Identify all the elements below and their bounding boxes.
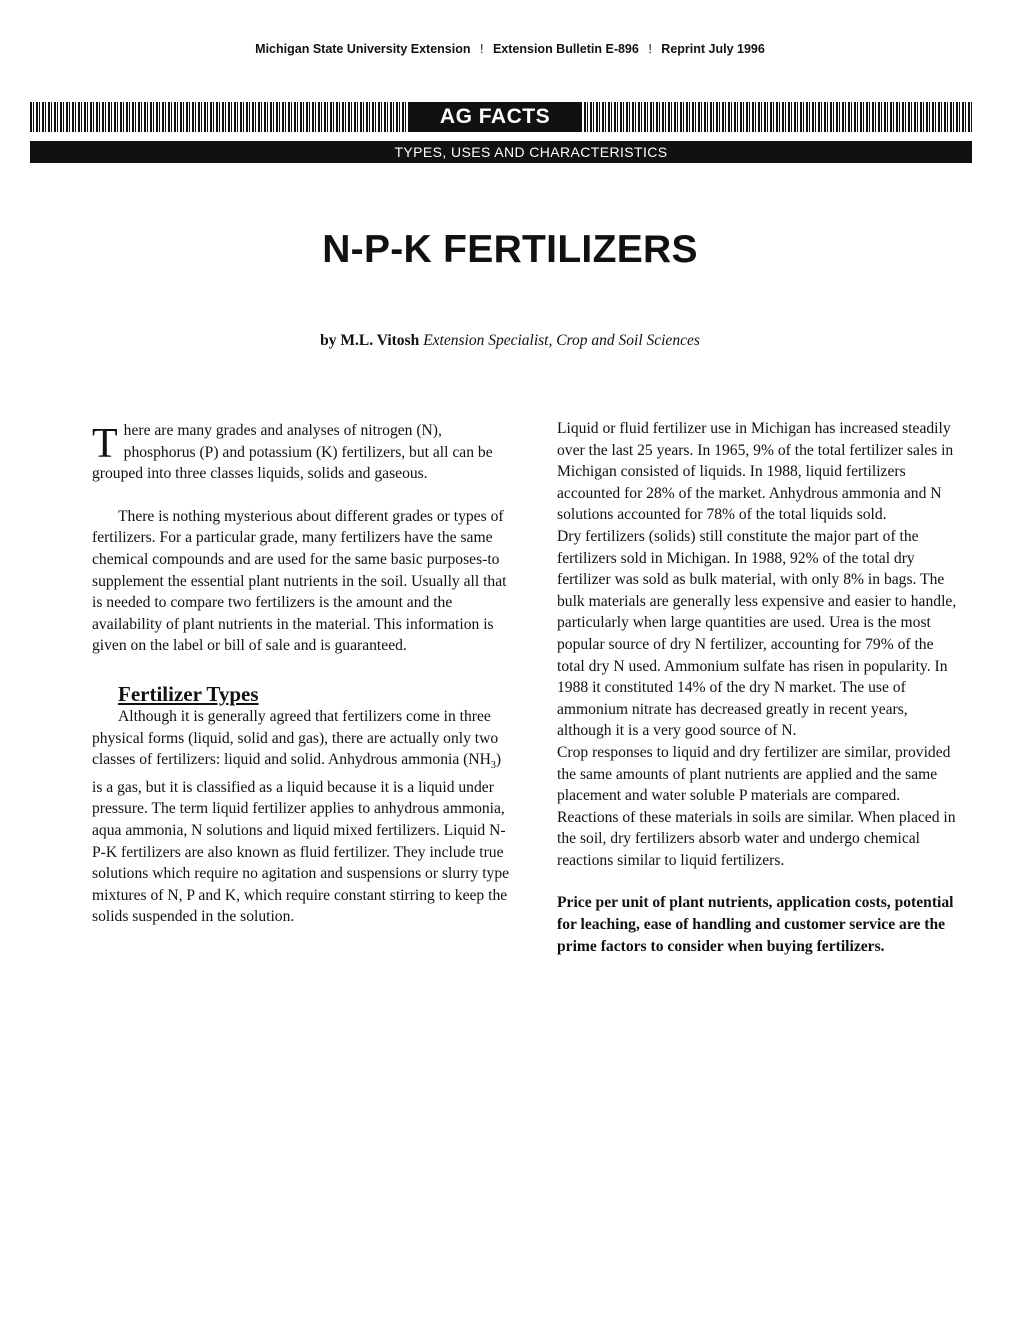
header-line <box>0 42 1020 56</box>
section-heading-fertilizer-types: Fertilizer Types <box>118 681 259 706</box>
author-role: Extension Specialist, Crop and Soil Sciences <box>423 332 700 349</box>
ag-facts-banner <box>30 102 972 132</box>
barcode-decoration-right <box>584 102 972 132</box>
banner-subtitle: TYPES, USES AND CHARACTERISTICS <box>394 144 668 160</box>
para-text-a: Although it is generally agreed that fertilizers come in three physical forms (liquid, solid and gas), there are actually only two classes of fertilizers: liquid and solid. Anhydrous ammonia (NH <box>92 707 499 769</box>
body-paragraph: Dry fertilizers (solids) still constitute the major part of the fertilizers sold in Michigan. In 1988, 92% of the total dry fertilizer was sold as bulk material, with only 8% in bags. The bulk materials are generally less expensive and easier to handle, particularly when large quantities are used. Urea is the most popular source of dry N fertilizer, accounting for 79% of the total dry N used. Ammonium sulfate has risen in popularity. In 1988 it constituted 14% of the dry N market. The use of ammonium nitrate has decreased greatly in recent years, although it is a very good source of N. <box>557 527 957 740</box>
header-org: Michigan State University Extension <box>255 42 471 56</box>
page-title: N-P-K FERTILIZERS <box>322 228 698 271</box>
ag-facts-label: AG FACTS <box>408 102 582 132</box>
barcode-decoration-left <box>30 102 406 132</box>
left-column <box>92 420 510 928</box>
body-paragraph: Crop responses to liquid and dry fertilizer are similar, provided the same amounts of plant nutrients are applied and the same placement and water soluble P materials are compared. Reactions of these materials in soils are similar. When placed in the soil, dry fertilizers absorb water and undergo chemical reactions similar to liquid fertilizers. <box>557 743 956 869</box>
intro-text: here are many grades and analyses of nitrogen (N), phosphorus (P) and potassium (K) fertilizers, but all can be grouped into three classes liquids, solids and gaseous. <box>92 422 493 483</box>
header-reprint: Reprint July 1996 <box>661 42 765 56</box>
intro-paragraph <box>92 420 510 485</box>
header-separator: ! <box>648 42 652 56</box>
author-name: by M.L. Vitosh <box>320 332 420 349</box>
banner-subtitle-bar <box>30 141 972 163</box>
right-column <box>557 418 961 957</box>
body-paragraph: There is nothing mysterious about different grades or types of fertilizers. For a particular grade, many fertilizers have the same chemical compounds and are used for the same basic purposes-to supplement the essential plant nutrients in the soil. Usually all that is needed to compare two fertilizers is the amount and the availability of plant nutrients in the material. This information is given on the label or bill of sale and is guaranteed. <box>92 507 507 655</box>
subscript-3: 3 <box>490 760 496 772</box>
para-text-b: ) is a gas, but it is classified as a liquid because it is a liquid under pressure. The term liquid fertilizer applies to anhydrous ammonia, aqua ammonia, N solutions and liquid mixed fertilizers. Liquid N-P-K fertilizers are also known as fluid fertilizer. They include true solutions which require no agitation and suspensions or slurry type mixtures of N, P and K, which require constant stirring to keep the solids suspended in the solution. <box>92 751 510 926</box>
body-paragraph <box>92 706 510 928</box>
header-separator: ! <box>480 42 484 56</box>
key-factors-paragraph: Price per unit of plant nutrients, application costs, potential for leaching, ease of handling and customer service are the prime factors to consider when buying fertilizers. <box>557 894 954 955</box>
drop-cap: T <box>92 421 118 467</box>
body-paragraph: Liquid or fluid fertilizer use in Michigan has increased steadily over the last 25 years. In 1965, 9% of the total fertilizer sales in Michigan consisted of liquids. In 1988, liquid fertilizers accounted for 28% of the market. Anhydrous ammonia and N solutions accounted for 78% of the total liquids sold. <box>557 420 954 524</box>
byline <box>0 332 1020 350</box>
header-bulletin: Extension Bulletin E-896 <box>492 42 639 56</box>
